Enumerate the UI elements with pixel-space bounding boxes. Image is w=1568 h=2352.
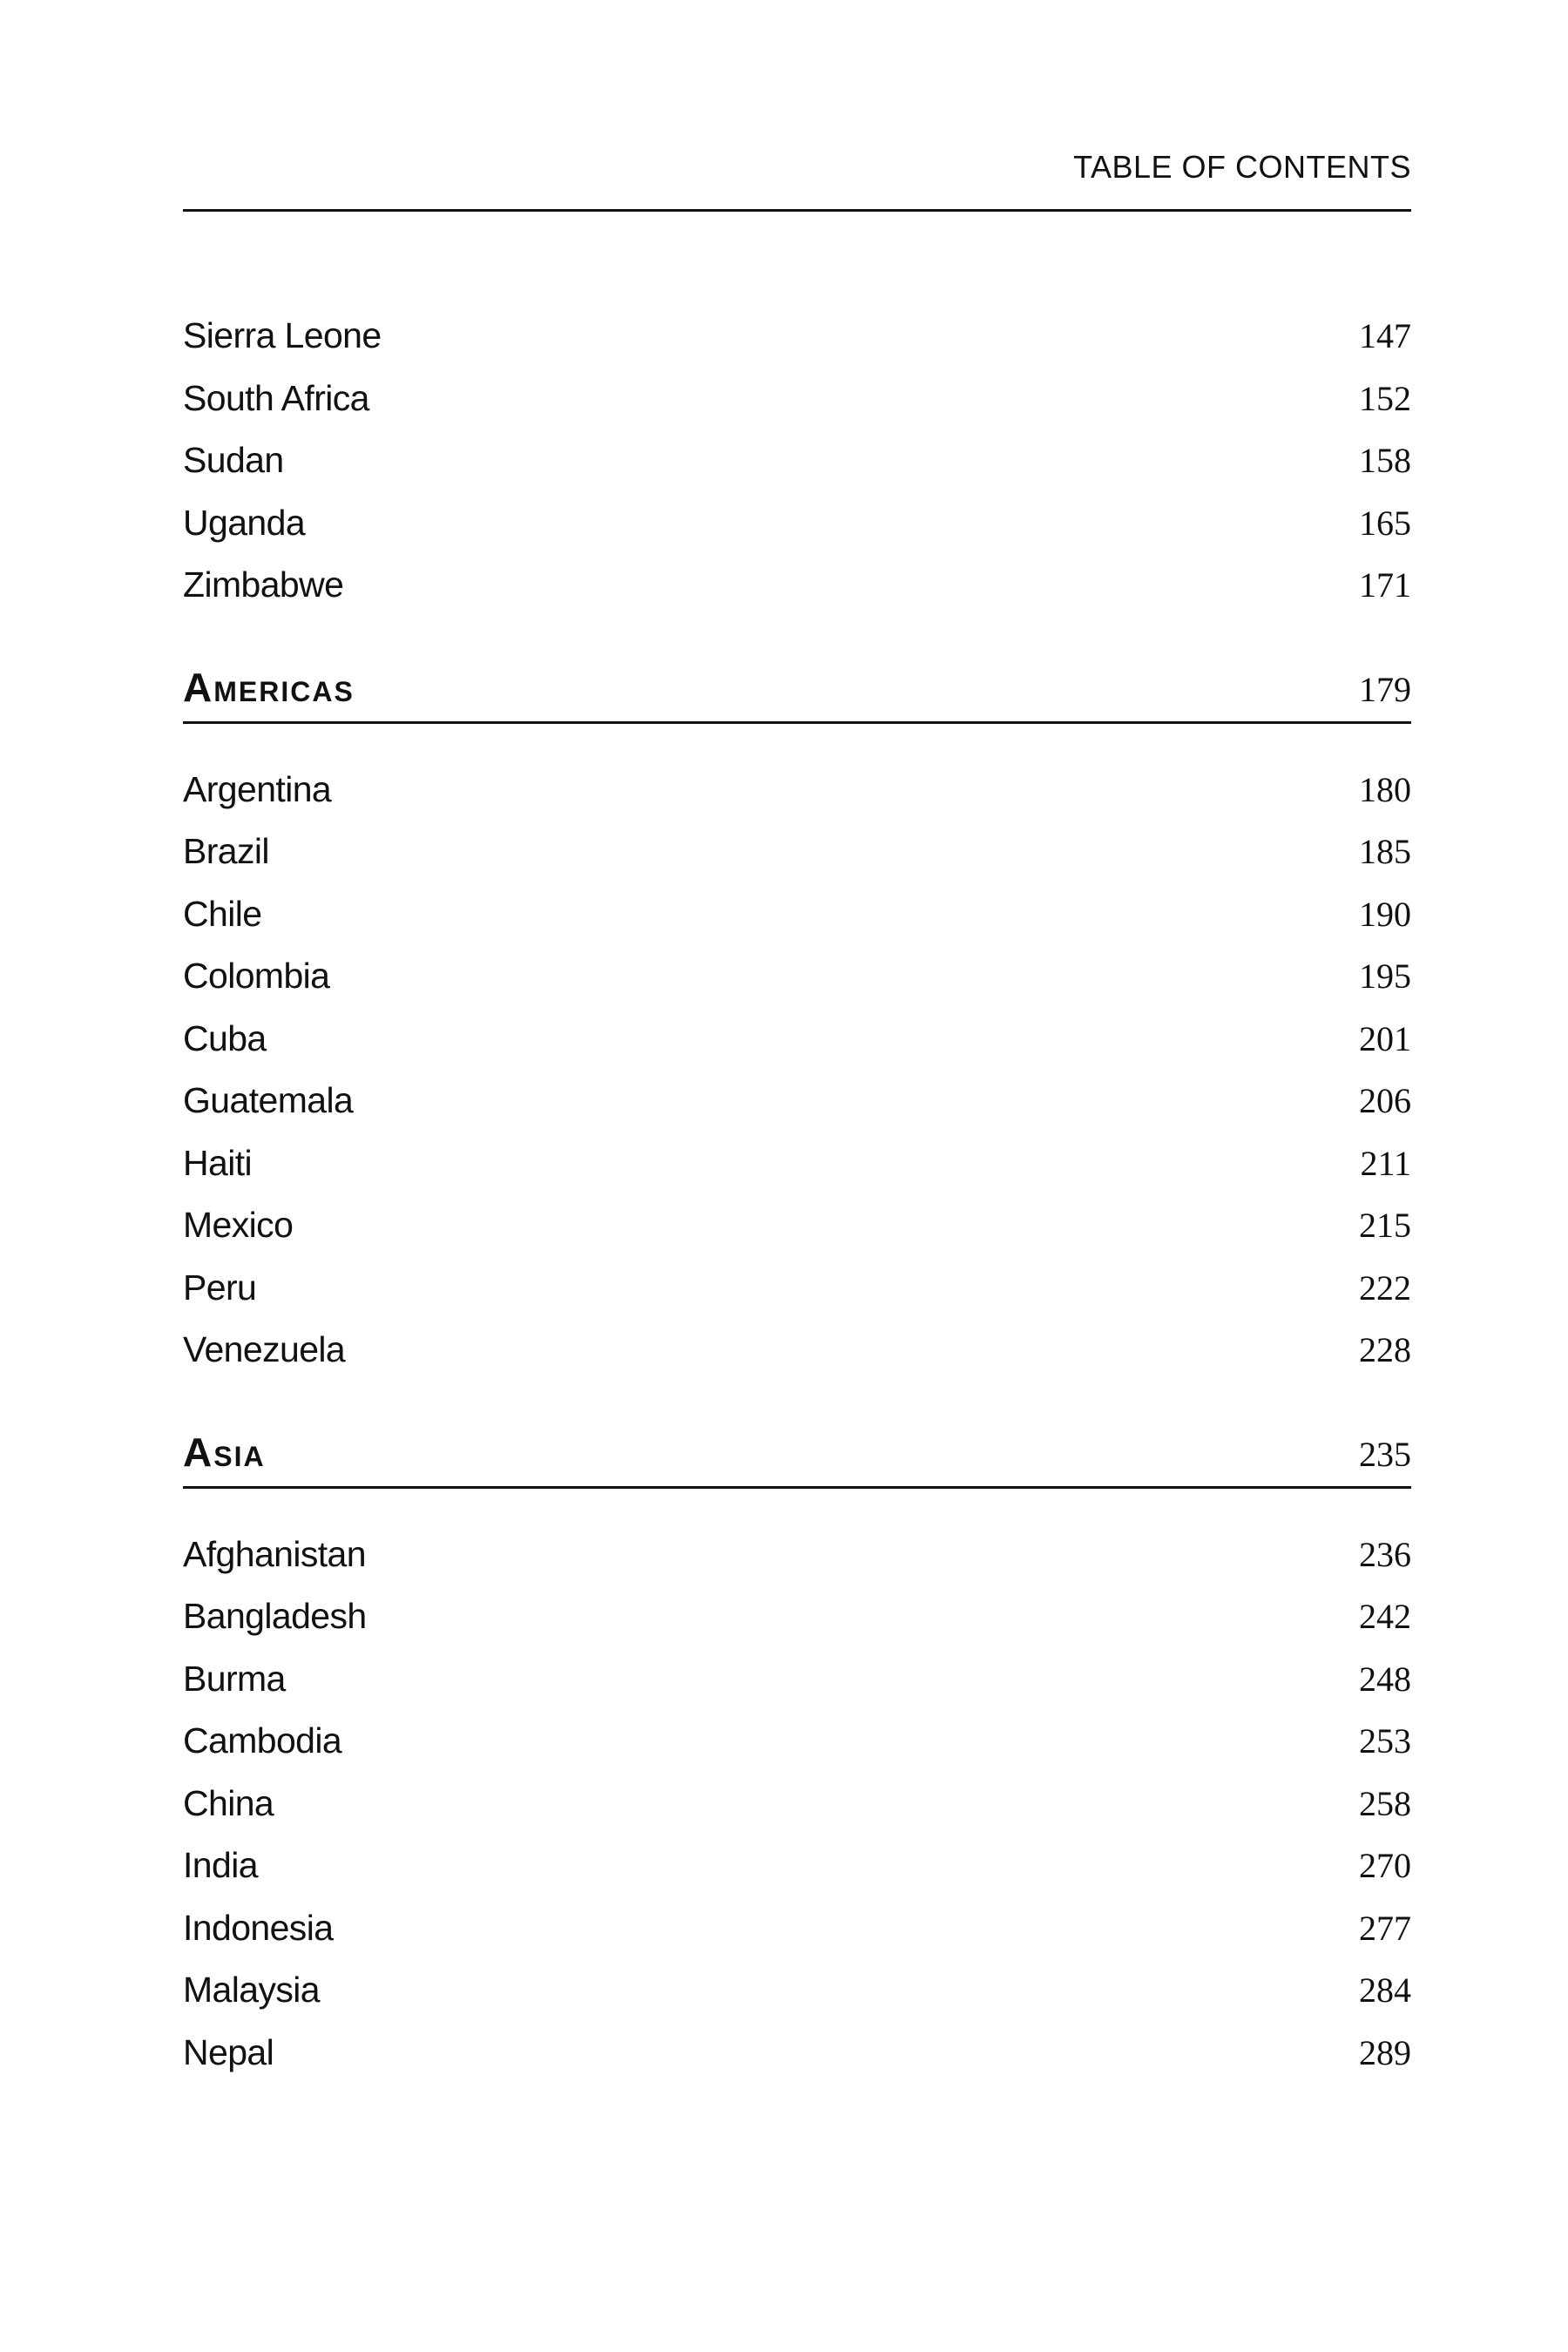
- entry-title: India: [183, 1845, 258, 1885]
- entry-page-number: 253: [1359, 1721, 1411, 1761]
- header-rule: [183, 209, 1411, 212]
- entry-page-number: 152: [1359, 378, 1411, 418]
- toc-entry: [183, 1319, 1411, 1382]
- entry-page-number: 180: [1359, 769, 1411, 809]
- table-of-contents: [183, 305, 1411, 2084]
- entry-title: China: [183, 1782, 274, 1823]
- entry-title: Colombia: [183, 956, 330, 996]
- entry-title: Zimbabwe: [183, 564, 344, 605]
- toc-entry: [183, 1257, 1411, 1320]
- toc-entry: [183, 1710, 1411, 1773]
- running-header: TABLE OF CONTENTS: [1073, 149, 1411, 185]
- entry-title: Sierra Leone: [183, 315, 382, 355]
- entry-page-number: 284: [1359, 1970, 1411, 2010]
- toc-entry: [183, 1524, 1411, 1586]
- entry-title: Venezuela: [183, 1329, 346, 1369]
- entry-page-number: 215: [1359, 1206, 1411, 1245]
- entry-page-number: 158: [1359, 441, 1411, 480]
- toc-entry: [183, 1897, 1411, 1960]
- entry-title: Burma: [183, 1658, 286, 1699]
- toc-entry: [183, 1585, 1411, 1648]
- toc-entry: [183, 1835, 1411, 1897]
- entry-page-number: 195: [1359, 956, 1411, 996]
- entry-page-number: 206: [1359, 1081, 1411, 1120]
- toc-entry: [183, 1070, 1411, 1132]
- entry-page-number: 201: [1359, 1018, 1411, 1058]
- entry-page-number: 190: [1359, 894, 1411, 934]
- entry-page-number: 270: [1359, 1846, 1411, 1885]
- toc-entry: [183, 429, 1411, 492]
- entry-title: Cambodia: [183, 1720, 342, 1761]
- entry-page-number: 165: [1359, 503, 1411, 543]
- entry-title: Afghanistan: [183, 1533, 366, 1574]
- toc-entry: [183, 759, 1411, 821]
- toc-entry: [183, 554, 1411, 617]
- entry-page-number: 185: [1359, 832, 1411, 871]
- entry-page-number: 277: [1359, 1908, 1411, 1948]
- entry-page-number: 289: [1359, 2032, 1411, 2072]
- entry-title: Nepal: [183, 2031, 274, 2072]
- section-heading: [183, 1418, 1411, 1489]
- entry-title: Indonesia: [183, 1907, 334, 1948]
- toc-entry: [183, 821, 1411, 883]
- toc-entry: [183, 1194, 1411, 1257]
- entry-page-number: 222: [1359, 1267, 1411, 1308]
- section-title: Asia: [183, 1429, 266, 1475]
- entry-page-number: 242: [1359, 1597, 1411, 1636]
- section-page-number: 179: [1359, 669, 1411, 709]
- entry-title: Bangladesh: [183, 1596, 367, 1636]
- toc-entry: [183, 1648, 1411, 1711]
- toc-entry: [183, 1008, 1411, 1071]
- toc-entry: [183, 1773, 1411, 1835]
- entry-title: Cuba: [183, 1017, 267, 1058]
- entry-title: Argentina: [183, 768, 332, 809]
- entry-title: Chile: [183, 893, 262, 934]
- entry-title: Peru: [183, 1267, 257, 1308]
- section-heading: [183, 653, 1411, 724]
- entry-page-number: 248: [1359, 1659, 1411, 1699]
- entry-title: Malaysia: [183, 1970, 320, 2010]
- entry-title: Haiti: [183, 1142, 253, 1183]
- toc-entry: [183, 1132, 1411, 1195]
- entry-title: South Africa: [183, 377, 369, 418]
- entry-title: Sudan: [183, 440, 284, 480]
- toc-entry: [183, 1959, 1411, 2022]
- toc-entry: [183, 305, 1411, 368]
- toc-entry: [183, 883, 1411, 946]
- toc-entry: [183, 2022, 1411, 2085]
- entry-page-number: 228: [1359, 1330, 1411, 1369]
- entry-page-number: 258: [1359, 1783, 1411, 1823]
- entry-page-number: 211: [1360, 1143, 1411, 1183]
- entry-title: Mexico: [183, 1205, 294, 1245]
- entry-page-number: 147: [1359, 316, 1411, 355]
- entry-page-number: 171: [1359, 565, 1411, 605]
- toc-entry: [183, 492, 1411, 555]
- section-title: Americas: [183, 664, 355, 710]
- entry-page-number: 236: [1359, 1534, 1411, 1574]
- section-page-number: 235: [1359, 1434, 1411, 1474]
- entry-title: Guatemala: [183, 1080, 354, 1120]
- entry-title: Brazil: [183, 831, 269, 871]
- toc-entry: [183, 368, 1411, 430]
- entry-title: Uganda: [183, 502, 306, 543]
- toc-entry: [183, 945, 1411, 1008]
